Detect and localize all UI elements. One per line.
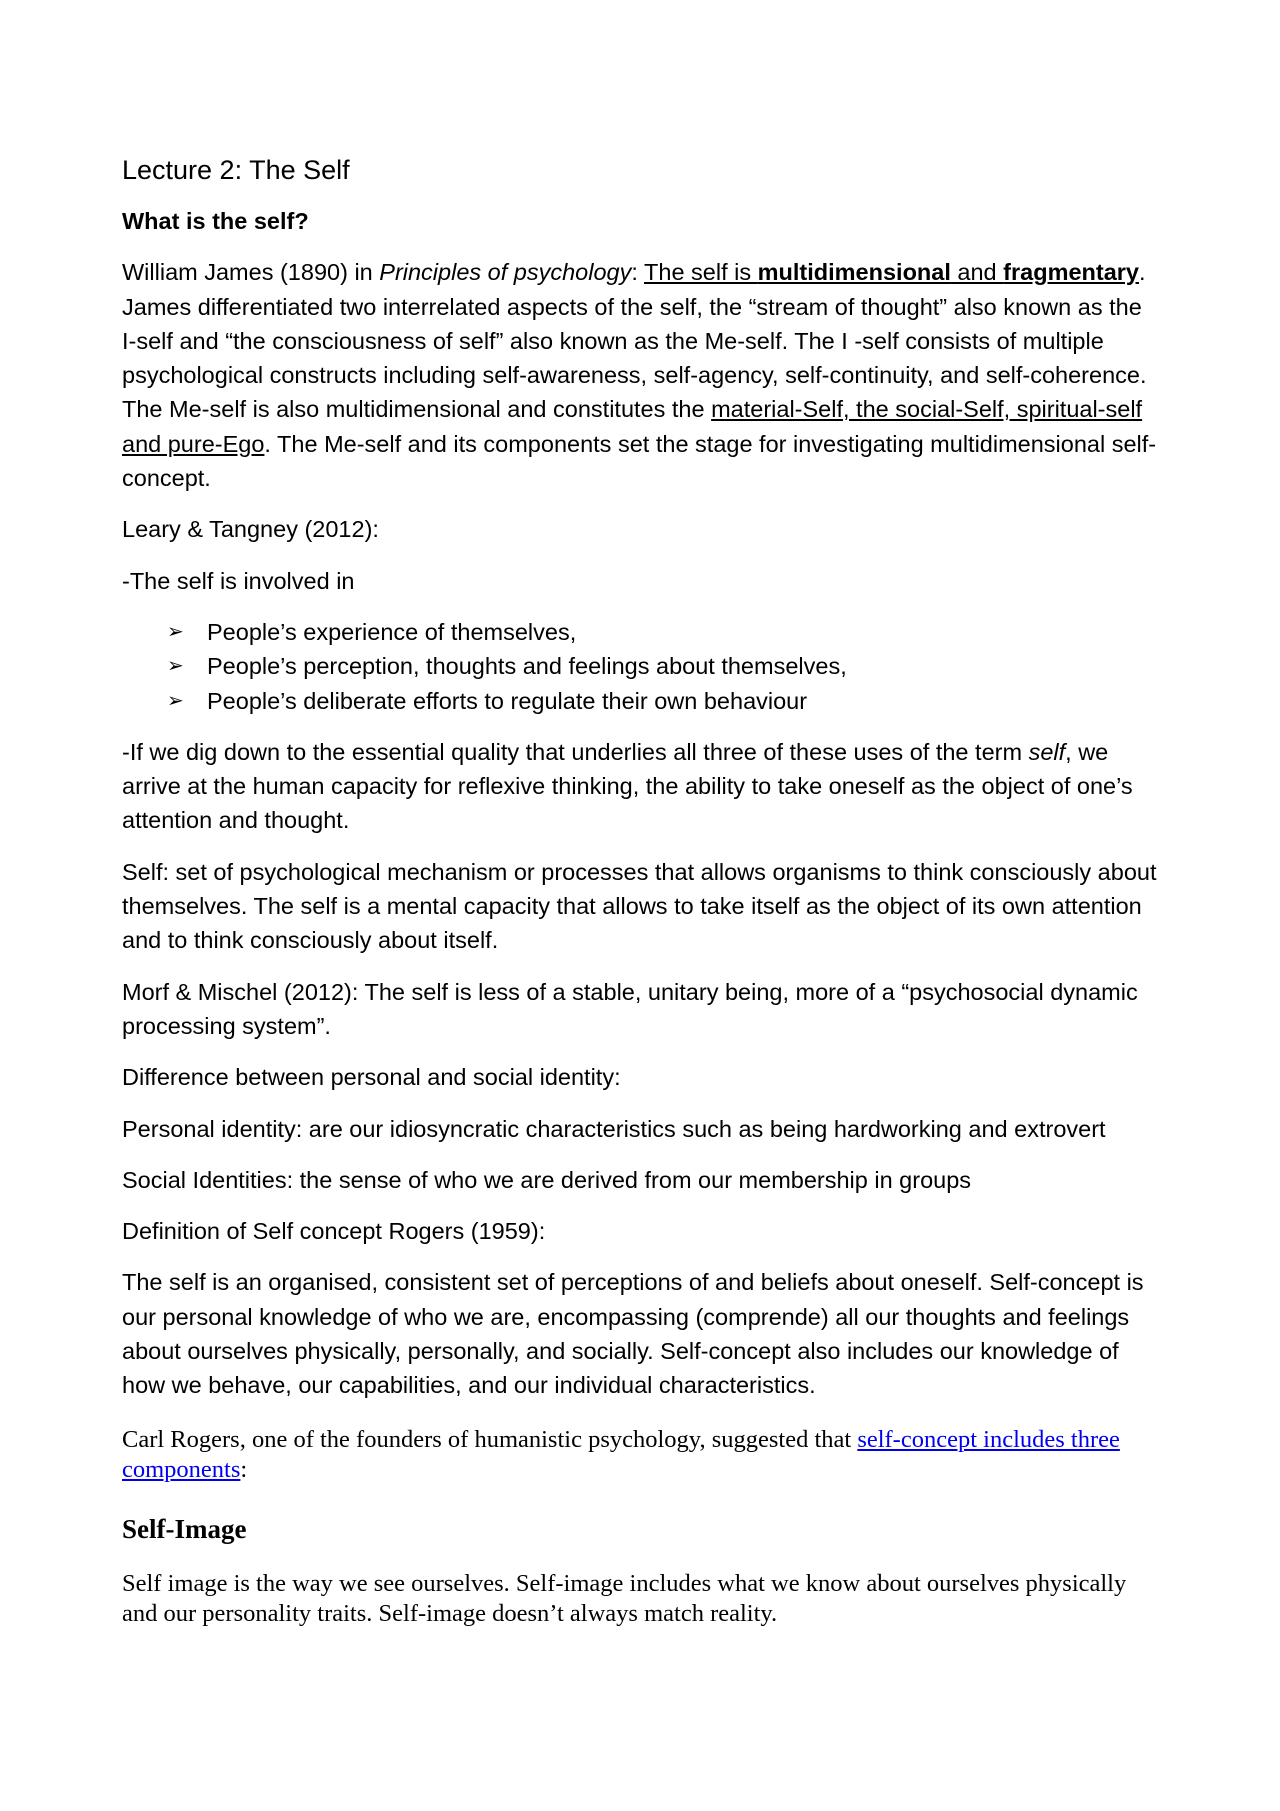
morf-paragraph: Morf & Mischel (2012): The self is less of a stable, unitary being, more of a “psychosocial dynamic processing system”. [122, 978, 1138, 1039]
james-book-title: Principles of psychology [379, 259, 632, 286]
rogers-definition-heading: Definition of Self concept Rogers (1959): [122, 1218, 546, 1245]
leary-reference: Leary & Tangney (2012): [122, 516, 379, 543]
list-item [167, 615, 1162, 649]
self-image-paragraph: Self image is the way we see ourselves. Self-image includes what we know about ourselves physically and our personality traits. Self-image doesn’t always match reality. [122, 1569, 1127, 1628]
list-item-text: People’s deliberate efforts to regulate their own behaviour [207, 687, 808, 714]
self-image-heading: Self-Image [122, 1513, 247, 1544]
james-colon: : [631, 259, 645, 286]
dig-text-1: -If we dig down to the essential quality that underlies all three of these uses of the term [122, 738, 1029, 765]
carl-rogers-text: Carl Rogers, one of the founders of humanistic psychology, suggested that [122, 1425, 858, 1453]
three-components-link[interactable]: self-concept includes three components [122, 1425, 1120, 1484]
carl-rogers-colon: : [240, 1456, 248, 1484]
james-claim-part-2: and [950, 259, 1004, 286]
arrow-bullet-icon: ➢ [167, 689, 184, 712]
list-item [167, 684, 1162, 718]
james-paragraph [122, 255, 1162, 495]
james-underlined-components: material-Self, the social-Self, spiritual-self and pure-Ego [122, 396, 1143, 457]
arrow-bullet-icon: ➢ [167, 655, 184, 678]
section-heading: What is the self? [122, 208, 309, 234]
arrow-bullet-icon: ➢ [167, 620, 184, 643]
personal-identity-paragraph: Personal identity: are our idiosyncratic characteristics such as being hardworking and extrovert [122, 1115, 1106, 1142]
list-item-text: People’s experience of themselves, [207, 618, 577, 645]
list-item-text: People’s perception, thoughts and feelings about themselves, [207, 653, 847, 680]
involved-intro: -The self is involved in [122, 567, 355, 594]
james-text-1: . James differentiated two interrelated aspects of the self, the “stream of thought” also known as the I-self and “the consciousness of self” also known as the Me-self. The I -self consists of multiple psychological constructs including self-awareness, self-agency, self-continuity, and self-coherence. The Me-self is also multidimensional and constitutes the [122, 259, 1147, 423]
carl-rogers-paragraph [122, 1425, 1162, 1486]
organised-paragraph: The self is an organised, consistent set of perceptions of and beliefs about oneself. Self-concept is our personal knowledge of who we are, encompassing (comprende) all our thoughts and feelings about ourselves physically, personally, and socially. Self-concept also includes our knowledge of how we behave, our capabilities, and our individual characteristics. [122, 1269, 1144, 1399]
james-claim-part-1: The self is [644, 259, 758, 286]
bullet-list [122, 615, 1162, 718]
james-claim-bold-1: multidimensional [757, 259, 951, 286]
james-text-2: . The Me-self and its components set the stage for investigating multidimensional self-concept. [122, 430, 1157, 492]
dig-text-2: , we arrive at the human capacity for reflexive thinking, the ability to take oneself as the object of one’s attention and thought. [122, 738, 1133, 834]
james-underlined-claim [644, 259, 1139, 285]
social-identity-paragraph: Social Identities: the sense of who we are derived from our membership in groups [122, 1166, 972, 1193]
james-author: William James (1890) in [122, 259, 380, 286]
dig-emphasis: self [1028, 738, 1066, 765]
dig-paragraph [122, 735, 1162, 838]
document-title: Lecture 2: The Self [122, 155, 350, 185]
james-claim-bold-2: fragmentary [1003, 259, 1139, 286]
document-page [122, 150, 1162, 1647]
self-definition-paragraph: Self: set of psychological mechanism or processes that allows organisms to think consciously about themselves. The self is a mental capacity that allows to take itself as the object of its own attention and to think consciously about itself. [122, 858, 1157, 954]
difference-heading: Difference between personal and social identity: [122, 1064, 621, 1091]
list-item [167, 649, 1162, 683]
